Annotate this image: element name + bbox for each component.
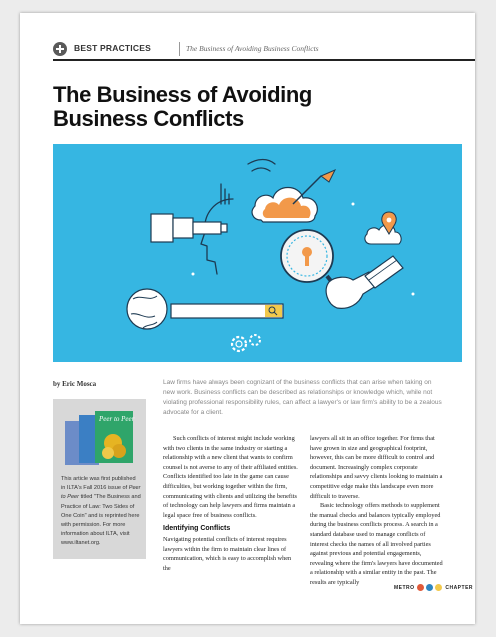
paragraph: Such conflicts of interest might include working with two clients in the same industry or starting a relationship with a new client that wants to confirm counsel is not averse to any of their affiliated entities. Conflicts identified too late in the game can cause difficulties, but working together within the firm, communicating with clients and utilizing the benefits of technology can help lawyers and firms maintain a legal space free of business conflicts. xyxy=(163,435,298,519)
subheading: Identifying Conflicts xyxy=(163,525,231,533)
article-page xyxy=(20,13,475,624)
cloud-icon xyxy=(252,188,317,223)
search-bar-icon xyxy=(171,304,283,318)
magazine-cover-image xyxy=(61,407,139,469)
spyglass-icon xyxy=(151,214,227,242)
body-column-2 xyxy=(310,434,445,588)
sidebar-text-before: This article was first published in ILTA's Fall 2016 issue of xyxy=(61,476,136,492)
paragraph: lawyers all sit in an office together. For firms that have grown in size and geographical footprint, however, this can be more difficult to control and document. Increasingly complex corporate relationships and savvy clients looking to maintain a competitive edge make this landscape even more difficult to traverse. xyxy=(310,435,443,500)
hero-illustration-svg xyxy=(53,144,462,362)
logo-dot-icon xyxy=(435,584,442,591)
gear-icon xyxy=(232,335,260,351)
magazine-title: Peer to Peer xyxy=(99,415,135,423)
paragraph: Basic technology offers methods to supplement the manual checks and balances typically employed during the business conflicts process. A search in a standard database used to manage conflicts of interest checks the names of all involved parties against previous and potential engagements, revealing where the firm's lawyers have documented a relationship with a similar entity in the past. The results are typically xyxy=(310,502,443,586)
body-column-1 xyxy=(163,434,298,573)
header-rule xyxy=(53,59,475,61)
footer-logo xyxy=(394,584,473,591)
header-divider xyxy=(179,42,180,56)
byline: by Eric Mosca xyxy=(53,380,97,388)
globe-icon xyxy=(127,289,167,329)
footer-left: METRO xyxy=(394,584,415,591)
hand-icon xyxy=(326,256,403,308)
page-header xyxy=(53,40,443,58)
logo-dot-icon xyxy=(417,584,424,591)
title-line-2: Business Conflicts xyxy=(53,106,244,131)
section-label: BEST PRACTICES xyxy=(74,43,151,53)
wifi-arc-2 xyxy=(252,168,270,171)
footer-right: CHAPTER xyxy=(445,584,474,591)
sidebar-magazine-name: Peer to Peer xyxy=(61,485,141,501)
head-profile-outline xyxy=(201,199,233,274)
small-cloud-icon xyxy=(365,225,401,244)
magnifier-icon xyxy=(281,230,335,286)
hero-illustration xyxy=(53,144,462,362)
intro-paragraph: Law firms have always been cognizant of the business conflicts that can arise when taking on new work. Business conflicts can be described as relationships or knowledge which, while not violating professional responsibility rules, can affect a lawyer's or law firm's ability to be a zealous advocate for a client. xyxy=(163,379,442,416)
sidebar-text-after: titled "The Business and Practice of Law: Two Sides of One Coin" and is reprinted here with permission. For more information about ILTA, visit www.iltanet.org. xyxy=(61,494,141,547)
logo-dot-icon xyxy=(426,584,433,591)
article-title xyxy=(53,83,353,131)
wifi-arc-1 xyxy=(248,160,275,165)
running-title: The Business of Avoiding Business Conflicts xyxy=(186,44,319,53)
sidebar-box xyxy=(53,399,146,559)
sidebar-note xyxy=(61,475,141,549)
title-line-1: The Business of Avoiding xyxy=(53,82,312,107)
plus-icon xyxy=(53,42,67,56)
paragraph: Navigating potential conflicts of interest requires lawyers within the firm to maintain clear lines of communication, which is easy to accomplish when the xyxy=(163,535,292,572)
